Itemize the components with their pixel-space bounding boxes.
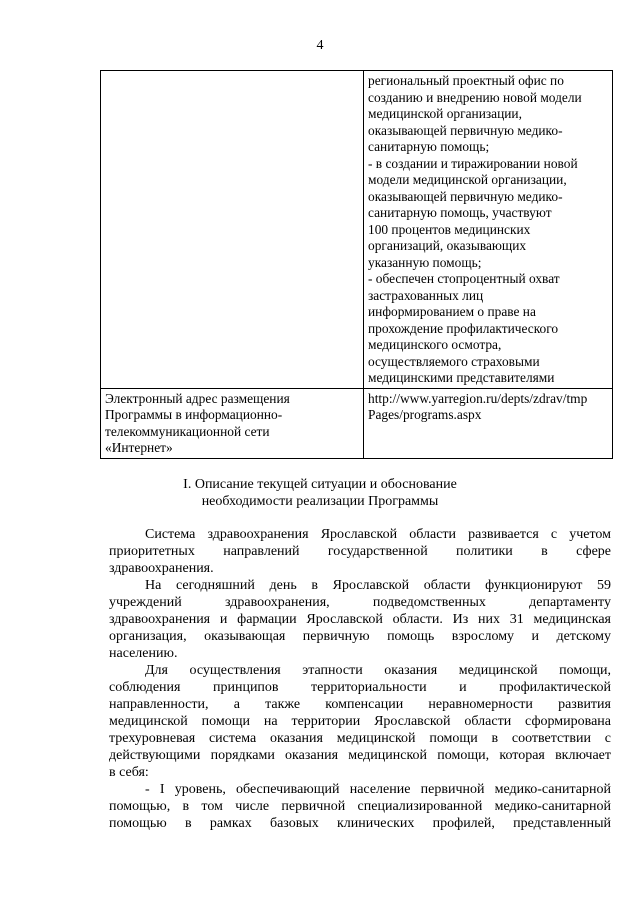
paragraph-line: помощью в рамках базовых клинических профилей, представленный (109, 816, 611, 831)
table-cell-right (364, 388, 613, 458)
section-heading-line: I. Описание текущей ситуации и обоснование (183, 477, 457, 492)
paragraph-line: населению. (109, 646, 178, 661)
table-cell-left (101, 388, 364, 458)
program-url-line: Pages/programs.aspx (368, 407, 482, 422)
paragraph-line: Для осуществления этапности оказания медицинской помощи, (145, 663, 611, 678)
table-row (101, 71, 613, 389)
table-text-line: информированием о праве на (368, 304, 536, 319)
table-text-line: - обеспечен стопроцентный охват (368, 271, 560, 286)
table-text-line: оказывающей первичную медико- (368, 122, 563, 138)
paragraph-line: в себя: (109, 765, 149, 780)
paragraph-line: действующими порядками оказания медицинской помощи, которая включает (109, 748, 611, 763)
table-text-line: модели медицинской организации, (368, 172, 567, 187)
table-text-line: оказывающей первичную медико- (368, 188, 563, 204)
paragraph-line: медицинской помощи на территории Ярославской области сформирована (109, 714, 611, 729)
paragraph-line: - I уровень, обеспечивающий население первичной медико-санитарной (145, 782, 611, 797)
table-text-line: медицинской организации, (368, 106, 522, 121)
paragraph-line: соблюдения принципов территориальности и профилактической (109, 680, 611, 695)
paragraph-line: Система здравоохранения Ярославской области развивается с учетом (145, 527, 611, 542)
program-info-table (100, 70, 613, 459)
table-cell-right (364, 71, 613, 389)
paragraph (109, 526, 611, 577)
table-text-line: застрахованных лиц (368, 287, 484, 303)
table-text-line: медицинскими представителями (368, 370, 555, 385)
paragraph (109, 781, 611, 832)
table-row (101, 388, 613, 458)
paragraph-line: приоритетных направлений государственной политики в сфере (109, 544, 611, 559)
paragraph-line: здравоохранения. (109, 561, 214, 576)
table-text-line: телекоммуникационной сети (105, 423, 270, 439)
table-text-line: санитарную помощь; (368, 139, 490, 154)
paragraph-line: На сегодняшний день в Ярославской области функционируют 59 (145, 578, 611, 593)
table-text-line: «Интернет» (105, 440, 173, 455)
paragraph (109, 577, 611, 662)
table-text-line: Программы в информационно- (105, 407, 283, 422)
table-text-line: созданию и внедрению новой модели (368, 89, 582, 105)
page-number: 4 (316, 38, 324, 53)
table-text-line: региональный проектный офис по (368, 73, 564, 88)
section-heading (0, 476, 640, 510)
paragraph-line: помощью, в том числе первичной специализированной медико-санитарной (109, 799, 611, 814)
section-heading-line: необходимости реализации Программы (201, 494, 439, 509)
table-text-line: прохождение профилактического (368, 320, 559, 336)
program-url-line: http://www.yarregion.ru/depts/zdrav/tmp (368, 390, 588, 406)
paragraph-line: здравоохранения и фармации Ярославской области. Из них 31 медицинская (109, 612, 611, 627)
table-text-line: Электронный адрес размещения (105, 390, 290, 406)
table-text-line: указанную помощь; (368, 254, 482, 270)
paragraph-line: организация, оказывающая первичную помощь взрослому и детскому (109, 629, 611, 644)
paragraph-line: трехуровневая система оказания медицинской помощи в соответствии с (109, 731, 611, 746)
table-text-line: организаций, оказывающих (368, 238, 527, 253)
paragraph (109, 662, 611, 781)
table-cell-left (101, 71, 364, 389)
table-text-line: санитарную помощь, участвуют (368, 205, 552, 220)
paragraph-line: направленности, а также компенсации неравномерности развития (109, 697, 611, 712)
paragraph-line: учреждений здравоохранения, подведомственных департаменту (109, 595, 611, 610)
table-text-line: 100 процентов медицинских (368, 221, 531, 237)
body-text (109, 526, 611, 832)
table-text-line: медицинского осмотра, (368, 337, 502, 352)
table-text-line: - в создании и тиражировании новой (368, 155, 578, 171)
table-text-line: осуществляемого страховыми (368, 353, 540, 369)
